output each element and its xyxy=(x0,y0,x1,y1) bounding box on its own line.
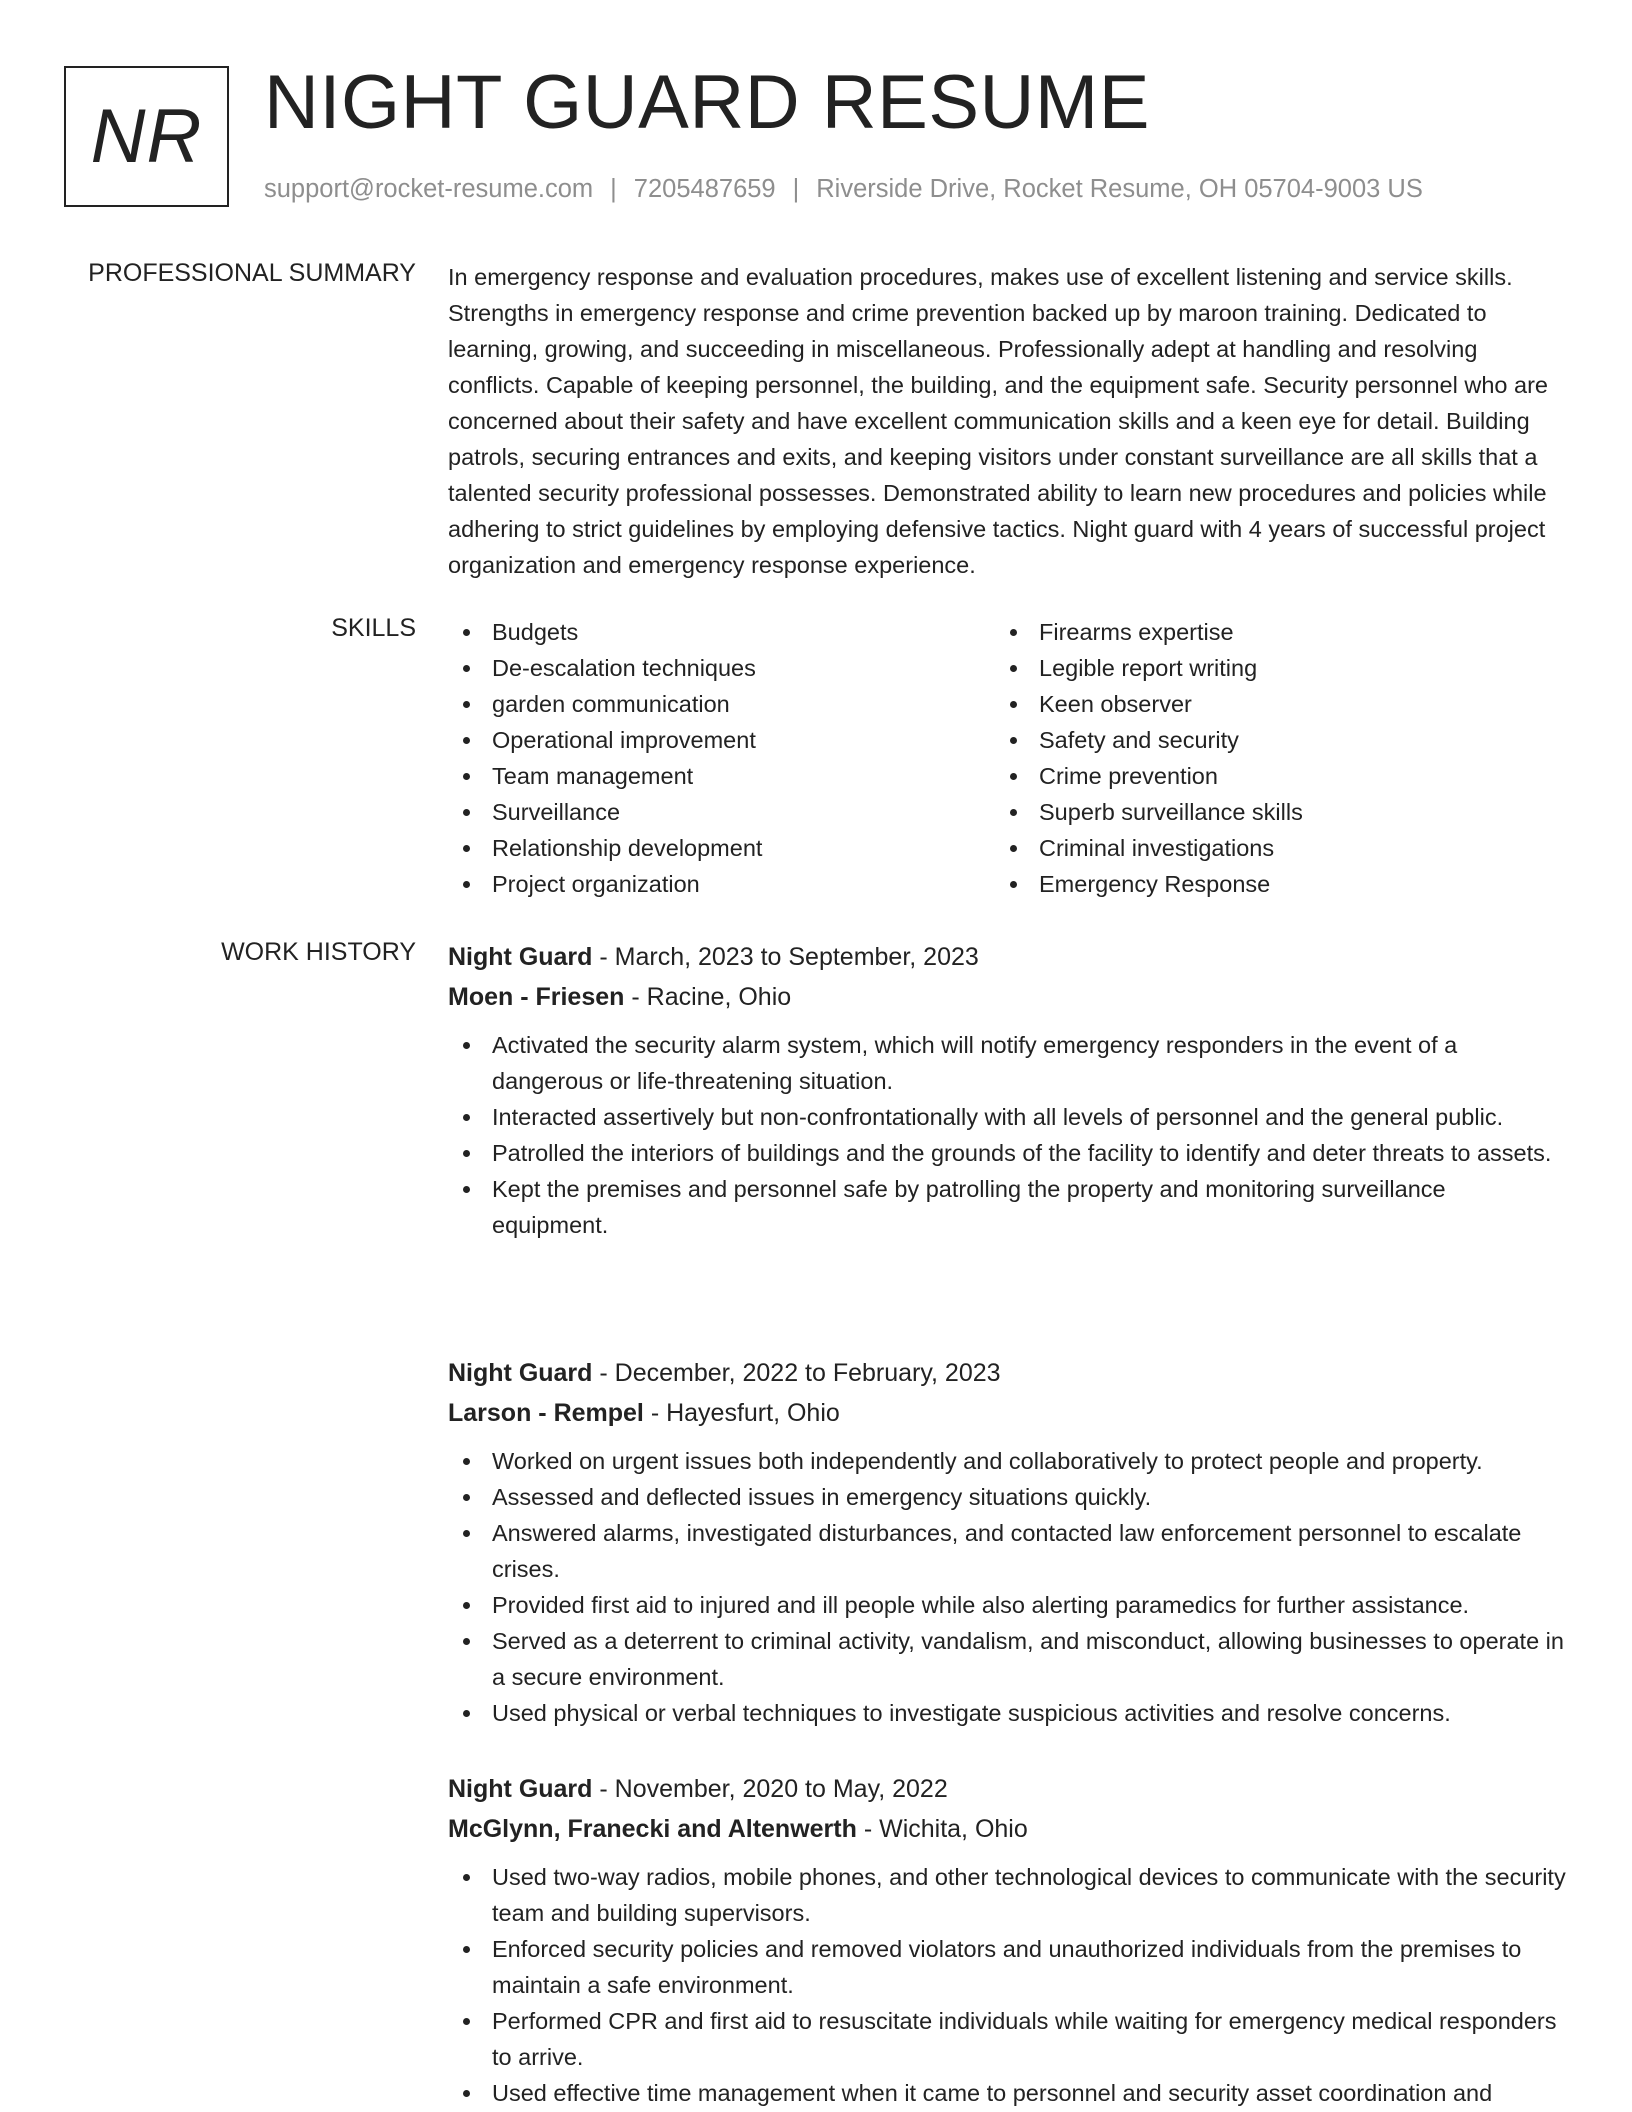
duty-item: Used effective time management when it came to personnel and security asset coordination and xyxy=(448,2075,1568,2111)
job-company: Moen - Friesen xyxy=(448,983,625,1011)
skill-item: Safety and security xyxy=(995,722,1555,758)
job-dates: - December, 2022 to February, 2023 xyxy=(592,1359,1001,1387)
duty-item: Enforced security policies and removed violators and unauthorized individuals from the premises to maintain a safe environment. xyxy=(448,1931,1568,2003)
skill-item: Relationship development xyxy=(448,830,968,866)
skill-item: Firearms expertise xyxy=(995,614,1555,650)
contact-phone: 7205487659 xyxy=(633,175,776,203)
job-entry xyxy=(448,1769,1568,2111)
contact-address: Riverside Drive, Rocket Resume, OH 05704-9003 US xyxy=(816,175,1423,203)
skill-item: Budgets xyxy=(448,614,968,650)
duty-item: Activated the security alarm system, which will notify emergency responders in the event of a dangerous or life-threatening situation. xyxy=(448,1027,1568,1099)
duty-item: Answered alarms, investigated disturbances, and contacted law enforcement personnel to escalate crises. xyxy=(448,1515,1568,1587)
section-label-skills: SKILLS xyxy=(331,614,416,642)
job-entry xyxy=(448,1353,1568,1731)
job-location: - Wichita, Ohio xyxy=(856,1815,1028,1843)
job-company-line xyxy=(448,977,1568,1017)
monogram-badge xyxy=(64,66,229,207)
section-label-summary: PROFESSIONAL SUMMARY xyxy=(88,259,416,287)
job-company: Larson - Rempel xyxy=(448,1399,644,1427)
duty-item: Kept the premises and personnel safe by patrolling the property and monitoring surveillance equipment. xyxy=(448,1171,1568,1243)
duty-item: Performed CPR and first aid to resuscitate individuals while waiting for emergency medical responders to arrive. xyxy=(448,2003,1568,2075)
duty-item: Interacted assertively but non-confrontationally with all levels of personnel and the general public. xyxy=(448,1099,1568,1135)
skills-list-left xyxy=(448,614,968,902)
job-company-line xyxy=(448,1393,1568,1433)
job-dates: - March, 2023 to September, 2023 xyxy=(592,943,979,971)
job-title-line xyxy=(448,937,1568,977)
skill-item: garden communication xyxy=(448,686,968,722)
duty-item: Used physical or verbal techniques to investigate suspicious activities and resolve concerns. xyxy=(448,1695,1568,1731)
job-title: Night Guard xyxy=(448,1359,593,1387)
job-location: - Racine, Ohio xyxy=(624,983,792,1011)
job-title: Night Guard xyxy=(448,1775,593,1803)
duty-item: Patrolled the interiors of buildings and the grounds of the facility to identify and deter threats to assets. xyxy=(448,1135,1568,1171)
skill-item: Criminal investigations xyxy=(995,830,1555,866)
job-company-line xyxy=(448,1809,1568,1849)
duty-item: Assessed and deflected issues in emergency situations quickly. xyxy=(448,1479,1568,1515)
job-duties xyxy=(448,1859,1568,2111)
job-duties xyxy=(448,1027,1568,1243)
skill-item: Keen observer xyxy=(995,686,1555,722)
skill-item: Operational improvement xyxy=(448,722,968,758)
job-title: Night Guard xyxy=(448,943,593,971)
duty-item: Worked on urgent issues both independently and collaboratively to protect people and property. xyxy=(448,1443,1568,1479)
skill-item: Team management xyxy=(448,758,968,794)
contact-email: support@rocket-resume.com xyxy=(264,175,594,203)
job-entry xyxy=(448,937,1568,1243)
skill-item: Emergency Response xyxy=(995,866,1555,902)
skill-item: Legible report writing xyxy=(995,650,1555,686)
summary-text: In emergency response and evaluation procedures, makes use of excellent listening and service skills. Strengths in emergency response and crime prevention backed up by maroon training. Dedicated to learning, growing, and succeeding in miscellaneous. Professionally adept at handling and resolving conflicts. Capable of keeping personnel, the building, and the equipment safe. Security personnel who are concerned about their safety and have excellent communication skills and a keen eye for detail. Building patrols, securing entrances and exits, and keeping visitors under constant surveillance are all skills that a talented security professional possesses. Demonstrated ability to learn new procedures and policies while adhering to strict guidelines by employing defensive tactics. Night guard with 4 years of successful project organization and emergency response experience. xyxy=(448,264,1548,578)
job-dates: - November, 2020 to May, 2022 xyxy=(592,1775,948,1803)
duty-item: Served as a deterrent to criminal activity, vandalism, and misconduct, allowing businesses to operate in a secure environment. xyxy=(448,1623,1568,1695)
contact-separator: | xyxy=(610,175,617,203)
resume-title: NIGHT GUARD RESUME xyxy=(264,60,1150,145)
skill-item: Crime prevention xyxy=(995,758,1555,794)
job-title-line xyxy=(448,1769,1568,1809)
duty-item: Provided first aid to injured and ill people while also alerting paramedics for further assistance. xyxy=(448,1587,1568,1623)
job-duties xyxy=(448,1443,1568,1731)
job-title-line xyxy=(448,1353,1568,1393)
skill-item: Surveillance xyxy=(448,794,968,830)
job-location: - Hayesfurt, Ohio xyxy=(643,1399,840,1427)
skill-item: De-escalation techniques xyxy=(448,650,968,686)
contact-line xyxy=(264,175,1423,204)
contact-separator: | xyxy=(792,175,800,203)
monogram-initials: NR xyxy=(90,94,203,179)
section-label-work: WORK HISTORY xyxy=(221,938,416,966)
job-company: McGlynn, Franecki and Altenwerth xyxy=(448,1815,857,1843)
skill-item: Project organization xyxy=(448,866,968,902)
skills-list-right xyxy=(995,614,1555,902)
skill-item: Superb surveillance skills xyxy=(995,794,1555,830)
duty-item: Used two-way radios, mobile phones, and other technological devices to communicate with the security team and building supervisors. xyxy=(448,1859,1568,1931)
